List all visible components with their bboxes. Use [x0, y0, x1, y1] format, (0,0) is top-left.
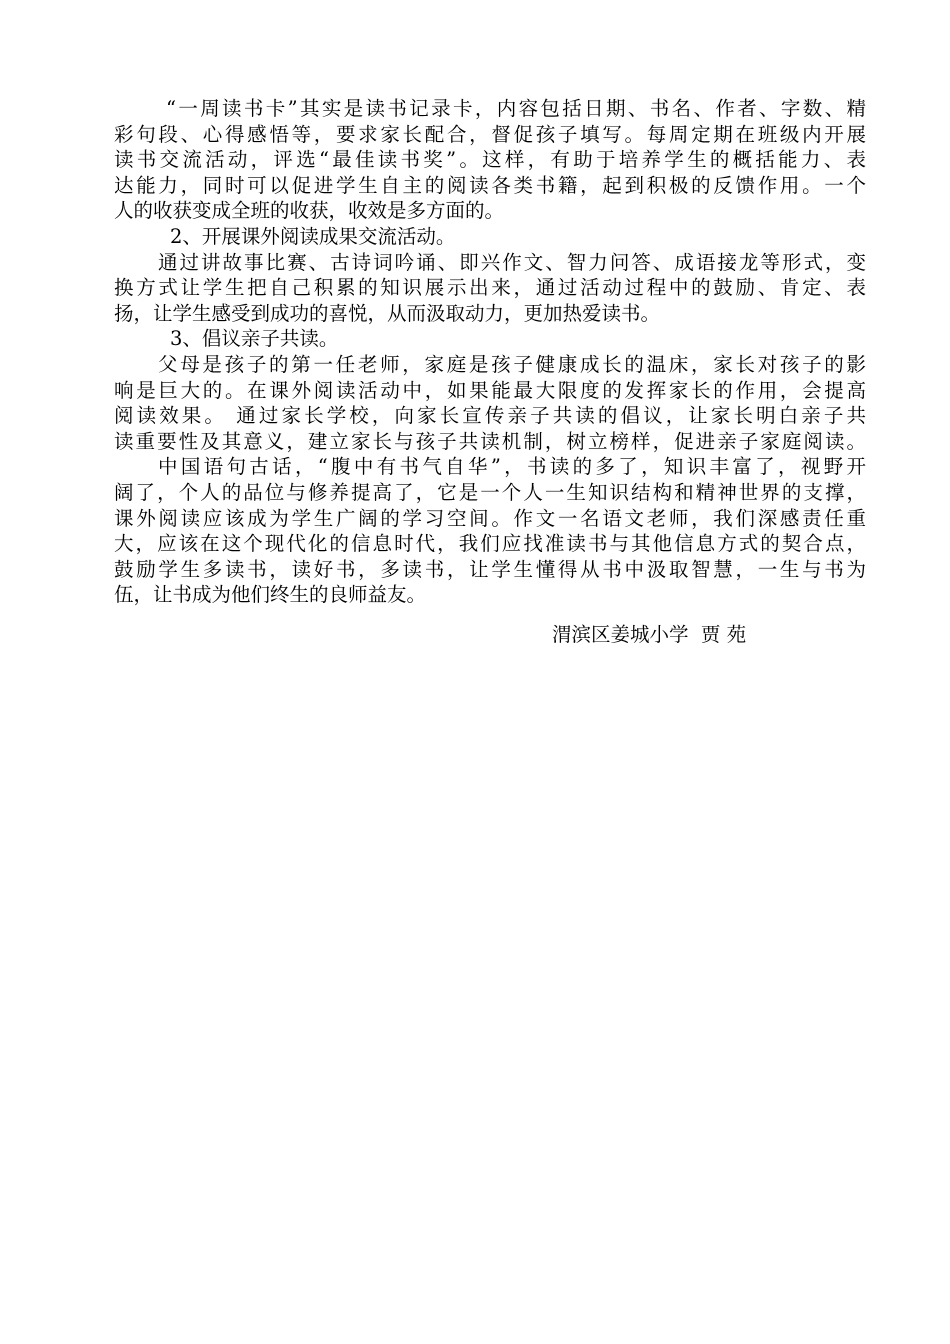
text-line: 伍，让书成为他们终生的良师益友。 — [114, 583, 427, 607]
author-signature: 渭滨区姜城小学 贾 苑 — [552, 623, 747, 646]
text-line: 扬，让学生感受到成功的喜悦，从而汲取动力，更加热爱读书。 — [114, 301, 661, 325]
text-line: 阅读效果。 通过家长学校，向家长宣传亲子共读的倡议，让家长明白亲子共 — [114, 404, 866, 428]
text-line: 父母是孩子的第一任老师，家庭是孩子健康成长的温床，家长对孩子的影 — [158, 352, 866, 376]
text-line: “一周读书卡”其实是读书记录卡，内容包括日期、书名、作者、字数、精 — [166, 97, 866, 120]
text-line: 达能力，同时可以促进学生自主的阅读各类书籍，起到积极的反馈作用。一个 — [114, 173, 866, 197]
section-heading — [114, 326, 866, 352]
text-line: 大，应该在这个现代化的信息时代，我们应找准读书与其他信息方式的契合点， — [114, 532, 866, 556]
heading-text: 2、开展课外阅读成果交流活动。 — [170, 224, 456, 248]
text-line: 换方式让学生把自己积累的知识展示出来，通过活动过程中的鼓励、肯定、表 — [114, 276, 866, 300]
text-line: 读书交流活动，评选“最佳读书奖”。这样，有助于培养学生的概括能力、表 — [114, 148, 866, 172]
text-line: 响是巨大的。在课外阅读活动中，如果能最大限度的发挥家长的作用，会提高 — [114, 378, 866, 402]
paragraph-parents — [114, 352, 866, 454]
paragraph-conclusion — [114, 454, 866, 608]
text-line: 人的收获变成全班的收获，收效是多方面的。 — [114, 199, 505, 223]
section-heading — [114, 224, 866, 250]
document-body — [114, 96, 866, 608]
heading-text: 3、倡议亲子共读。 — [170, 327, 339, 351]
text-line: 通过讲故事比赛、古诗词吟诵、即兴作文、智力问答、成语接龙等形式，变 — [158, 250, 866, 274]
text-line: 读重要性及其意义，建立家长与孩子共读机制，树立榜样，促进亲子家庭阅读。 — [114, 429, 866, 453]
text-line: 课外阅读应该成为学生广阔的学习空间。作文一名语文老师，我们深感责任重 — [114, 506, 866, 530]
paragraph-reading-card — [114, 96, 866, 224]
text-line: 中国语句古话，“腹中有书气自华”，书读的多了，知识丰富了，视野开 — [158, 455, 866, 479]
text-line: 彩句段、心得感悟等，要求家长配合，督促孩子填写。每周定期在班级内开展 — [114, 122, 866, 146]
paragraph-activities — [114, 250, 866, 327]
text-line: 鼓励学生多读书，读好书，多读书，让学生懂得从书中汲取智慧，一生与书为 — [114, 557, 866, 581]
text-line: 阔了，个人的品位与修养提高了，它是一个人一生知识结构和精神世界的支撑， — [114, 480, 866, 504]
